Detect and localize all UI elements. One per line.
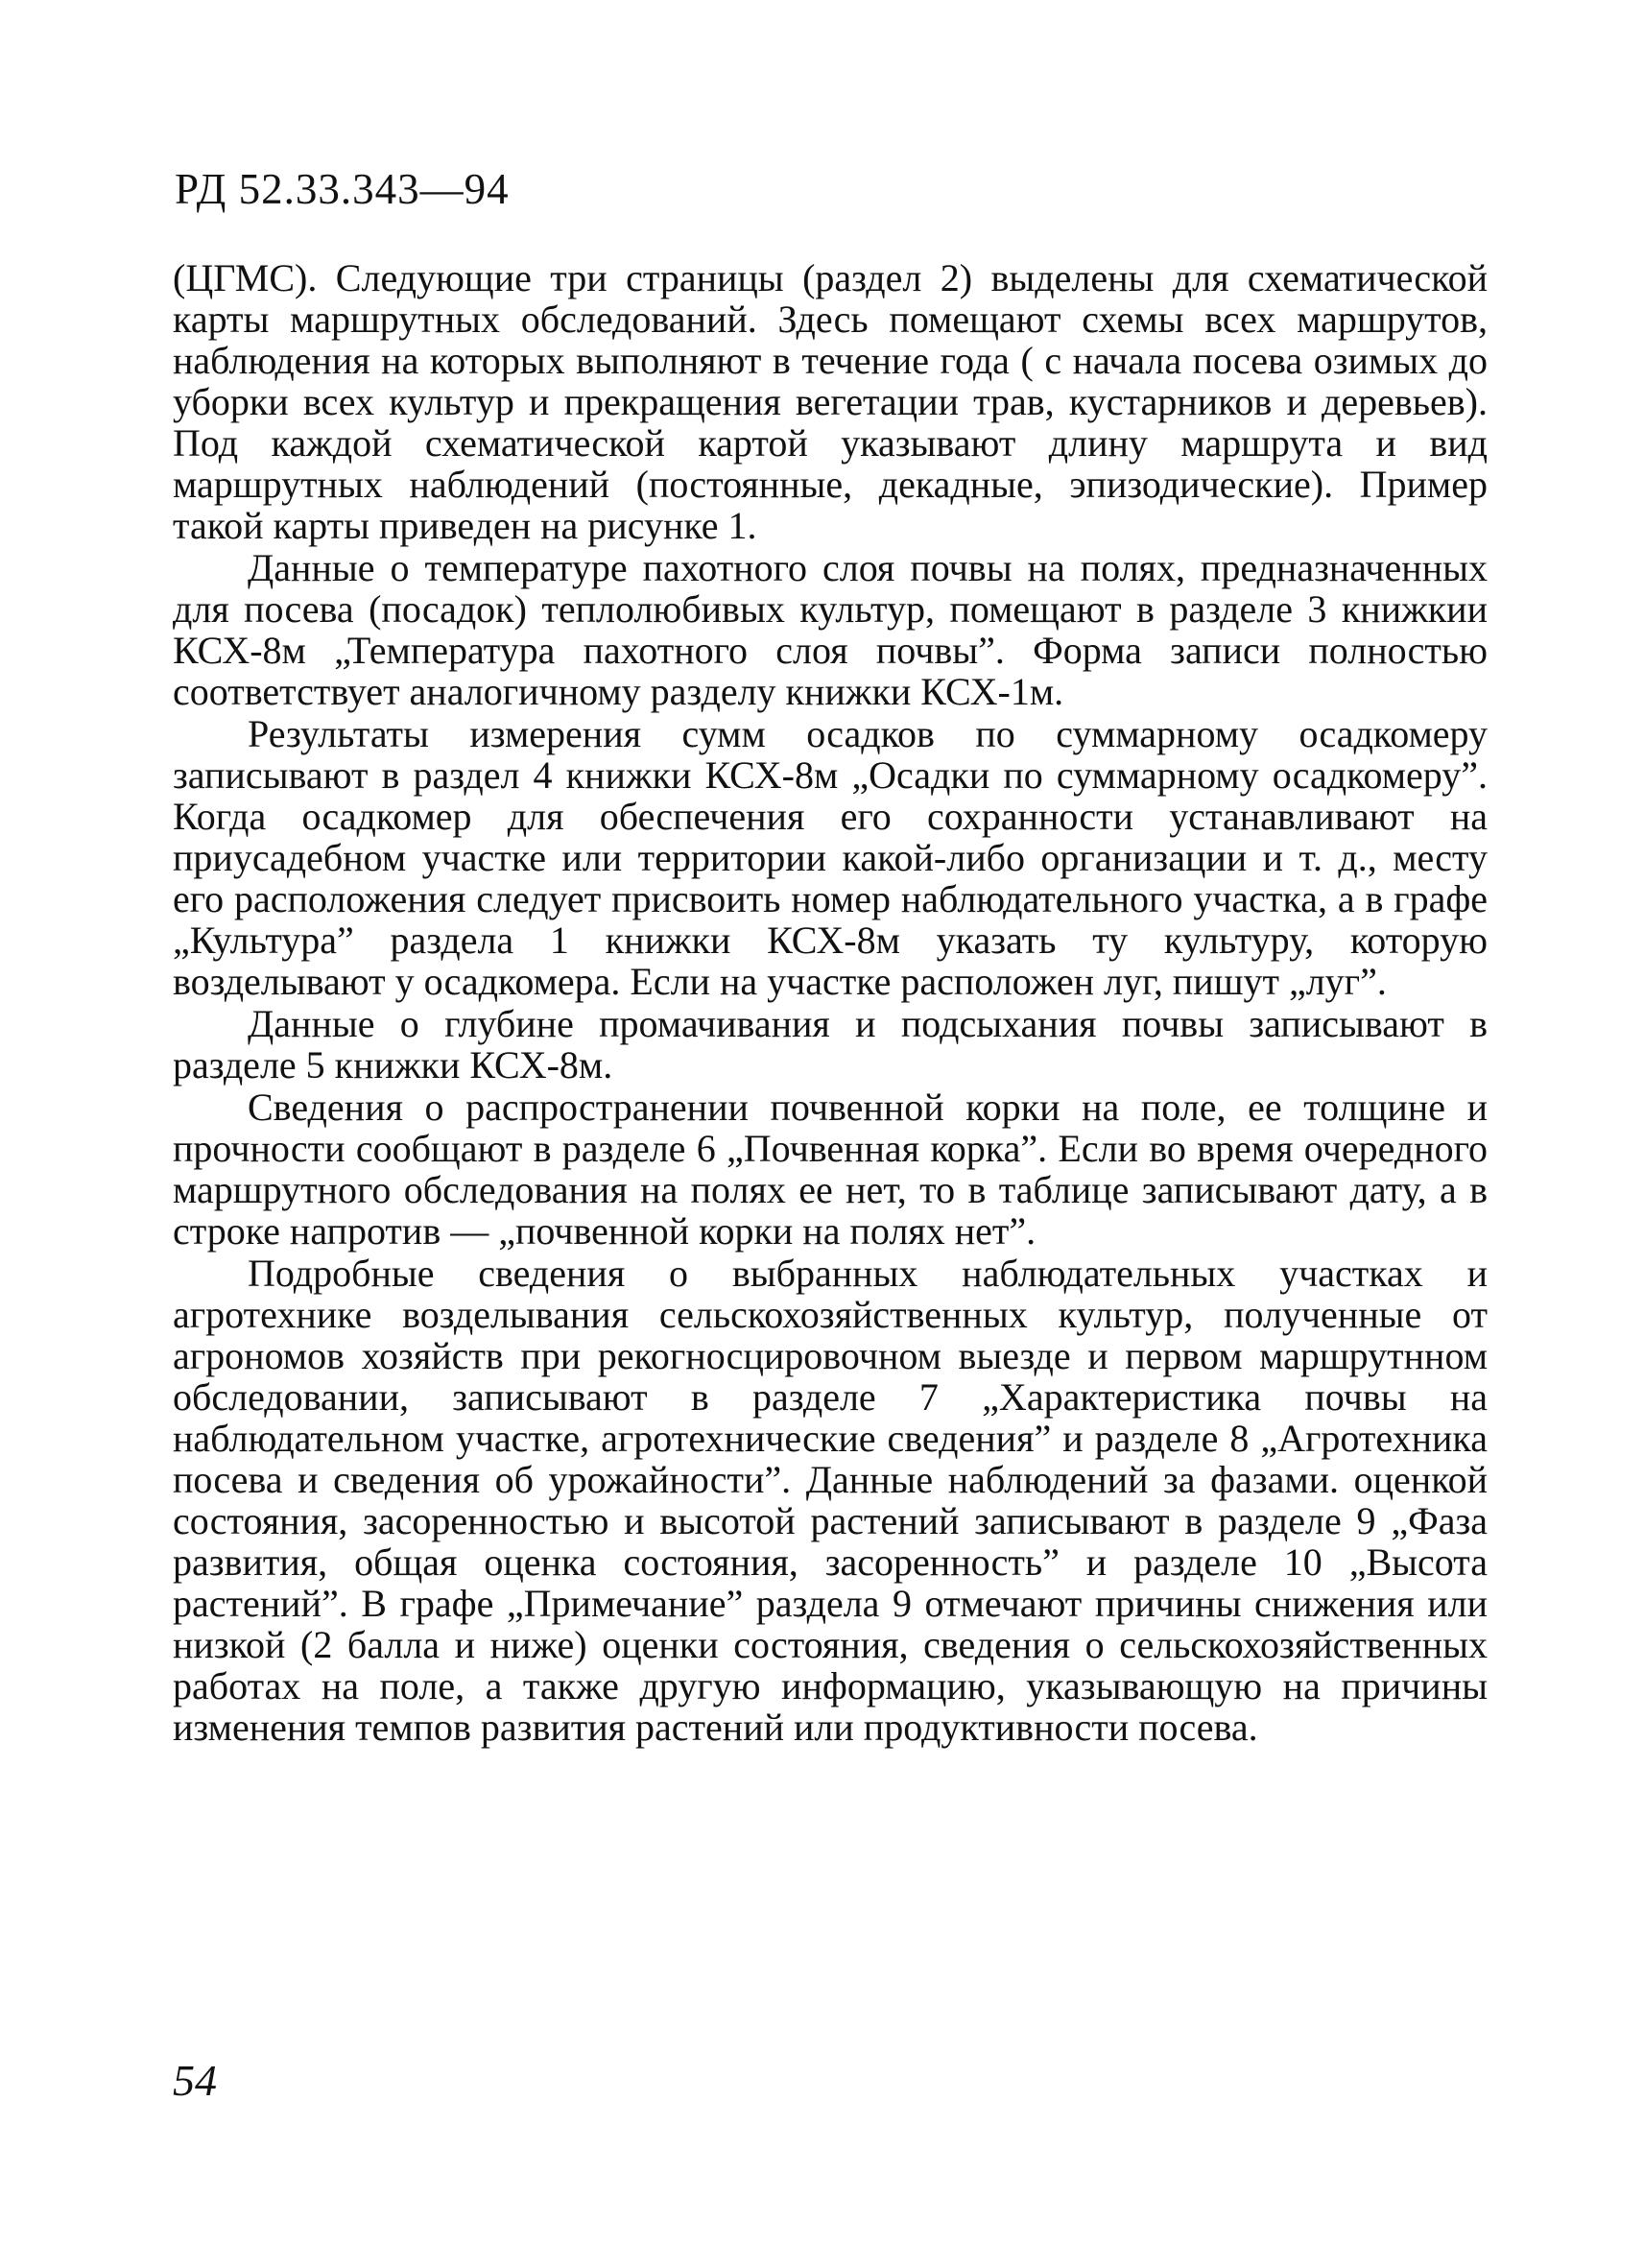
document-code-header: РД 52.33.343—94	[175, 165, 510, 213]
paragraph-agrotechnics: Подробные сведения о выбранных наблюдательных участках и агротехнике возделывания сельскохозяйственных культур, полученные от агрономов хозяйств при рекогносцировочном выезде и первом маршрутнном обследовании, записывают в разделе 7 „Характеристика почвы на наблюдательном участке, агротехнические сведения” и разделе 8 „Агротехника посева и сведения об урожайности”. Данные наблюдений за фазами. оценкой состояния, засоренностью и высотой растений записывают в разделе 9 „Фаза развития, общая оценка состояния, засоренность” и разделе 10 „Высота растений”. В графе „Примечание” раздела 9 отмечают причины снижения или низкой (2 балла и ниже) оценки состояния, сведения о сельскохозяйственных работах на поле, а также другую информацию, указывающую на причины изменения темпов развития растений или продуктивности посева.	[173, 1252, 1488, 1749]
paragraph-precipitation: Результаты измерения сумм осадков по суммарному осадкомеру записывают в раздел 4 книжки КСХ-8м „Осадки по суммарному осадкомеру”. Когда осадкомер для обеспечения его сохранности устанавливают на приусадебном участке или территории какой-либо организации и т. д., месту его расположения следует присвоить номер наблюдательного участка, а в графе „Культура” раздела 1 книжки КСХ-8м указать ту культуру, которую возделывают у осадкомера. Если на участке расположен луг, пишут „луг”.	[173, 712, 1488, 1003]
page-number: 54	[173, 2056, 217, 2105]
paragraph-soil-temperature: Данные о температуре пахотного слоя почвы на полях, предназначенных для посева (посадок) теплолюбивых культур, помещают в разделе 3 книжкии КСХ-8м „Температура пахотного слоя почвы”. Форма записи полностью соответствует аналогичному разделу книжки КСХ-1м.	[173, 546, 1488, 713]
body-text	[173, 257, 1488, 1749]
paragraph-route-maps: (ЦГМС). Следующие три страницы (раздел 2) выделены для схематической карты маршрутных обследований. Здесь помещают схемы всех маршрутов, наблюдения на которых выполняют в течение года ( с начала посева озимых до уборки всех культур и прекращения вегетации трав, кустарников и деревьев). Под каждой схематической картой указывают длину маршрута и вид маршрутных наблюдений (постоянные, декадные, эпизодические). Пример такой карты приведен на рисунке 1.	[173, 256, 1488, 547]
paragraph-soil-wetting-depth: Данные о глубине промачивания и подсыхания почвы записывают в разделе 5 книжки КСХ-8м.	[173, 1002, 1488, 1086]
paragraph-soil-crust: Сведения о распространении почвенной корки на поле, ее толщине и прочности сообщают в разделе 6 „Почвенная корка”. Если во время очередного маршрутного обследования на полях ее нет, то в таблице записывают дату, а в строке напротив — „почвенной корки на полях нет”.	[173, 1086, 1488, 1253]
